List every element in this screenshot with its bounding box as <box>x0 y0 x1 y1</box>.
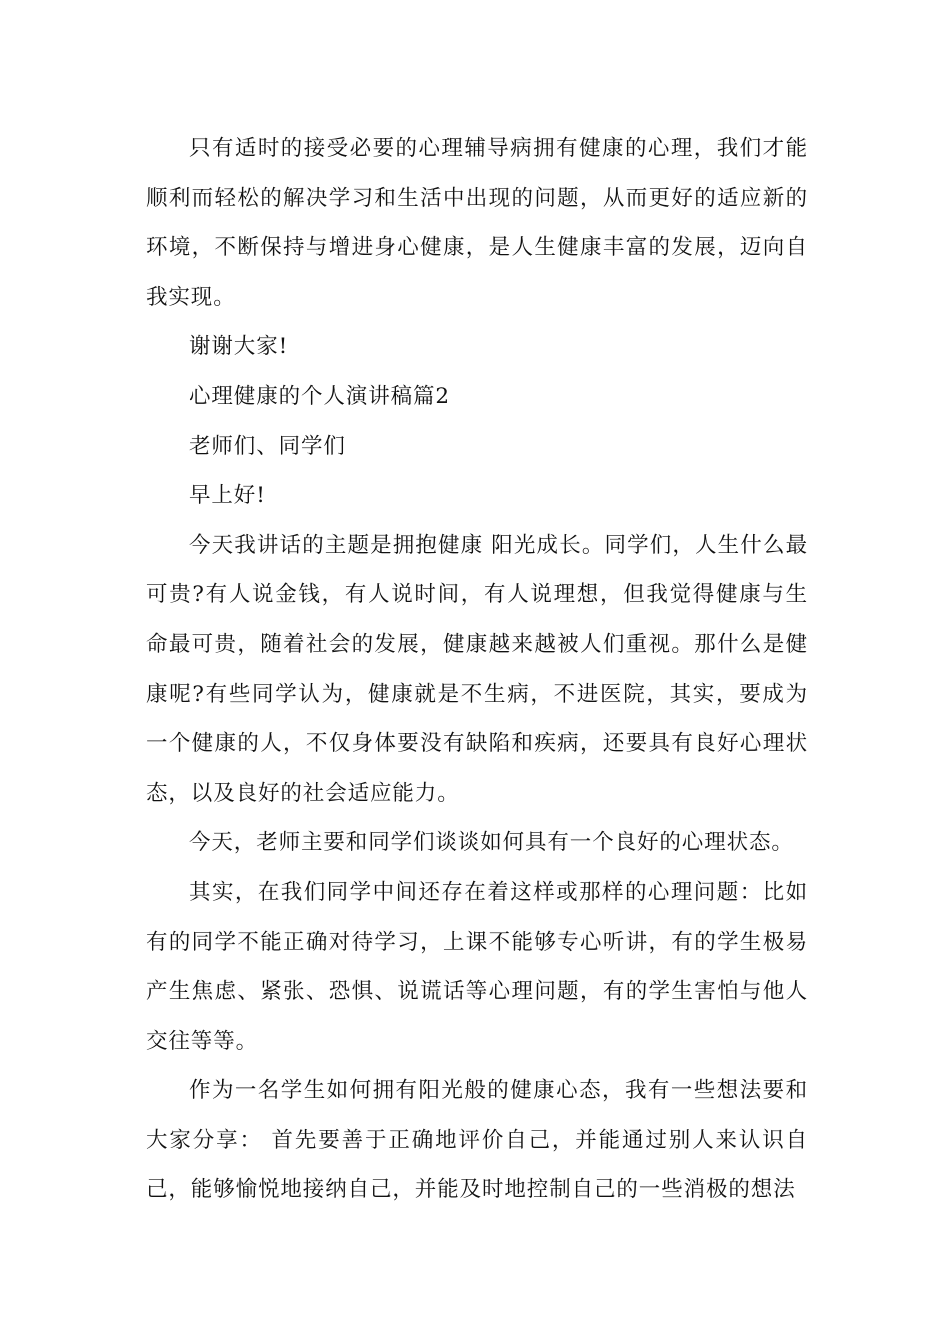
paragraph-greeting: 早上好! <box>189 483 266 509</box>
paragraph-topic: 今天我讲话的主题是拥抱健康 阳光成长。同学们，人生什么最可贵?有人说金钱，有人说时间，有人说理想，但我觉得健康与生命最可贵，随着社会的发展，健康越来越被人们重视。那什么是健康呢?有些同学认为，健康就是不生病，不进医院，其实，要成为一个健康的人，不仅身体要没有缺陷和疾病，还要具有良好心理状态，以及良好的社会适应能力。 <box>146 532 808 806</box>
paragraph-problems: 其实，在我们同学中间还存在着这样或那样的心理问题：比如有的同学不能正确对待学习，上课不能够专心听讲，有的学生极易产生焦虑、紧张、恐惧、说谎话等心理问题，有的学生害怕与他人交往等等。 <box>146 879 808 1054</box>
paragraph-share: 作为一名学生如何拥有阳光般的健康心态，我有一些想法要和大家分享： 首先要善于正确地评价自己，并能通过别人来认识自己，能够愉悦地接纳自己，并能及时地控制自己的一些消极的想法 <box>146 1078 808 1203</box>
paragraph-thanks: 谢谢大家! <box>189 334 289 360</box>
paragraph-today: 今天，老师主要和同学们谈谈如何具有一个良好的心理状态。 <box>189 830 794 856</box>
section-title: 心理健康的个人演讲稿篇2 <box>189 383 450 409</box>
paragraph-salutation: 老师们、同学们 <box>189 433 346 459</box>
document-page <box>146 124 808 1215</box>
paragraph-conclusion: 只有适时的接受必要的心理辅导病拥有健康的心理，我们才能顺利而轻松的解决学习和生活中出现的问题，从而更好的适应新的环境，不断保持与增进身心健康，是人生健康丰富的发展，迈向自我实现。 <box>146 136 808 310</box>
